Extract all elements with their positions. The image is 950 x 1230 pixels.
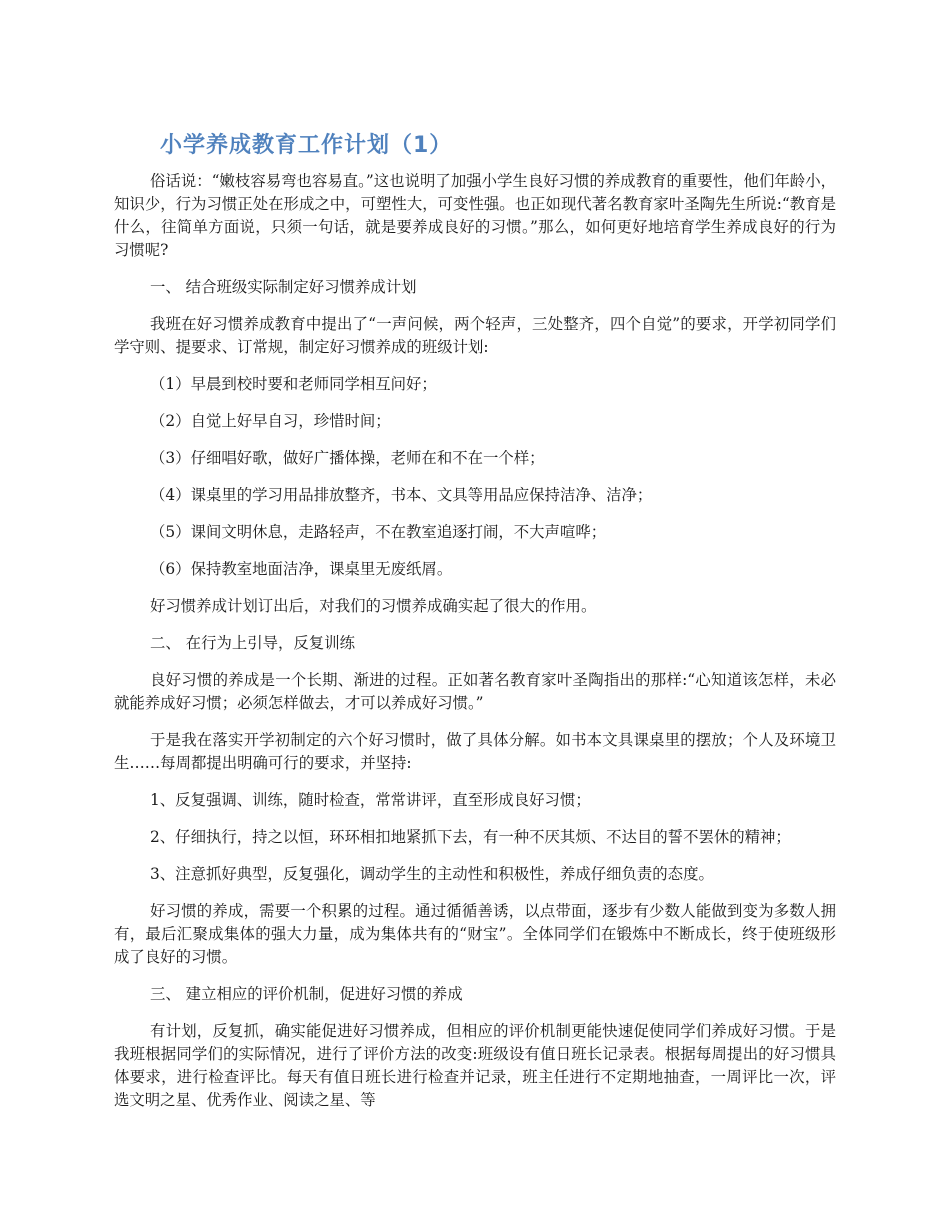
plan-item-2: （2）自觉上好早自习，珍惜时间； bbox=[150, 412, 391, 430]
paragraph: 于是我在落实开学初制定的六个好习惯时，做了具体分解。如书本文具课桌里的摆放；个人及环境卫生……每周都提出明确可行的要求，并坚持: bbox=[114, 731, 836, 772]
intro-paragraph: 俗话说：“嫩枝容易弯也容易直。”这也说明了加强小学生良好习惯的养成教育的重要性，他们年龄小，知识少，行为习惯正处在形成之中，可塑性大，可变性强。也正如现代著名教育家叶圣陶先生所说:“教育是什么，往简单方面说，只须一句话，就是要养成良好的习惯。”那么，如何更好地培育学生养成良好的行为习惯呢? bbox=[114, 172, 836, 259]
plan-item-4: （4）课桌里的学习用品排放整齐，书本、文具等用品应保持洁净、洁净； bbox=[150, 486, 653, 504]
plan-item-3: （3）仔细唱好歌，做好广播体操，老师在和不在一个样； bbox=[150, 449, 545, 467]
paragraph: 我班在好习惯养成教育中提出了“一声问候，两个轻声，三处整齐，四个自觉”的要求，开学初同学们学守则、提要求、订常规，制定好习惯养成的班级计划: bbox=[114, 315, 836, 356]
plan-item-6: （6）保持教室地面洁净，课桌里无废纸屑。 bbox=[150, 560, 453, 578]
method-item-1: 1、反复强调、训练，随时检查，常常讲评，直至形成良好习惯； bbox=[150, 791, 591, 809]
section-heading-2: 二、 在行为上引导，反复训练 bbox=[150, 634, 355, 652]
page-title: 小学养成教育工作计划（1） bbox=[160, 133, 453, 158]
document-body bbox=[114, 170, 836, 1126]
plan-item-5: （5）课间文明休息，走路轻声，不在教室追逐打闹，不大声喧哗； bbox=[150, 523, 607, 541]
paragraph: 好习惯养成计划订出后，对我们的习惯养成确实起了很大的作用。 bbox=[150, 597, 597, 615]
paragraph: 有计划，反复抓，确实能促进好习惯养成，但相应的评价机制更能快速促使同学们养成好习惯。于是我班根据同学们的实际情况，进行了评价方法的改变:班级设有值日班长记录表。根据每周提出的好习惯具体要求，进行检查评比。每天有值日班长进行检查并记录，班主任进行不定期地抽查，一周评比一次，评选文明之星、优秀作业、阅读之星、等 bbox=[114, 1022, 836, 1109]
paragraph: 好习惯的养成，需要一个积累的过程。通过循循善诱，以点带面，逐步有少数人能做到变为多数人拥有，最后汇聚成集体的强大力量，成为集体共有的“财宝”。全体同学们在锻炼中不断成长，终于使班级形成了良好的习惯。 bbox=[114, 902, 836, 966]
section-heading-3: 三、 建立相应的评价机制，促进好习惯的养成 bbox=[150, 985, 463, 1003]
section-heading-1: 一、 结合班级实际制定好习惯养成计划 bbox=[150, 278, 417, 296]
paragraph: 良好习惯的养成是一个长期、渐进的过程。正如著名教育家叶圣陶指出的那样:“心知道该怎样，未必就能养成好习惯；必须怎样做去，才可以养成好习惯。” bbox=[114, 671, 836, 712]
plan-item-1: （1）早晨到校时要和老师同学相互问好； bbox=[150, 375, 437, 393]
method-item-3: 3、注意抓好典型，反复强化，调动学生的主动性和积极性，养成仔细负责的态度。 bbox=[150, 865, 714, 883]
method-item-2: 2、仔细执行，持之以恒，环环相扣地紧抓下去，有一种不厌其烦、不达目的誓不罢休的精神； bbox=[150, 828, 791, 846]
